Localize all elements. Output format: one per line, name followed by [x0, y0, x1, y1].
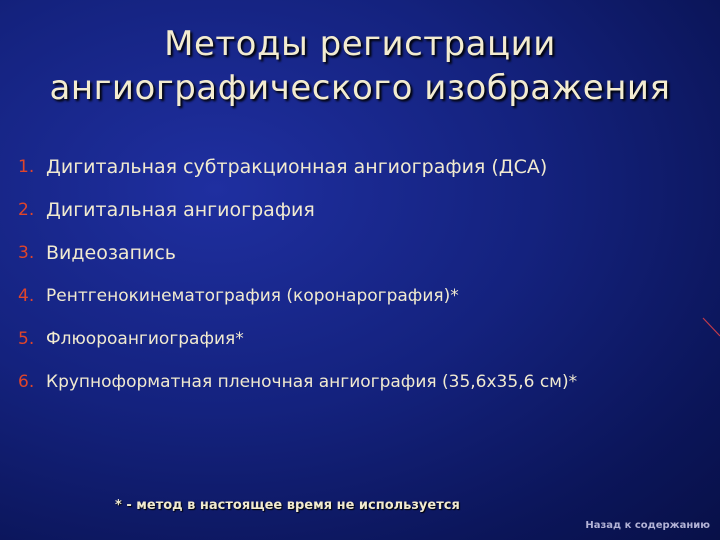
list-item-number: 6. — [18, 371, 35, 392]
list-item — [18, 231, 718, 274]
list-item — [18, 317, 718, 360]
list-item-text: Крупноформатная пленочная ангиография (35,6х35,6 см)* — [46, 371, 578, 392]
title-line-1: Методы регистрации — [164, 24, 556, 64]
list-item-text: Дигитальная субтракционная ангиография (ДСА) — [46, 155, 548, 178]
list-item — [18, 274, 718, 317]
title-line-2: ангиографического изображения — [49, 68, 671, 108]
list-item-number: 1. — [18, 156, 35, 177]
methods-list — [18, 145, 718, 403]
slide-title — [0, 22, 720, 110]
list-item-text: Видеозапись — [46, 241, 176, 264]
list-item-text: Рентгенокинематография (коронарография)* — [46, 285, 459, 306]
list-item-text: Дигитальная ангиография — [46, 198, 315, 221]
list-item-number: 4. — [18, 285, 35, 306]
back-to-contents-link[interactable]: Назад к содержанию — [585, 520, 710, 531]
list-item — [18, 188, 718, 231]
list-item — [18, 145, 718, 188]
list-item — [18, 360, 718, 403]
list-item-number: 2. — [18, 199, 35, 220]
list-item-number: 5. — [18, 328, 35, 349]
list-item-text: Флюороангиография* — [46, 328, 244, 349]
footnote: * - метод в настоящее время не используется — [115, 498, 460, 513]
list-item-number: 3. — [18, 242, 35, 263]
